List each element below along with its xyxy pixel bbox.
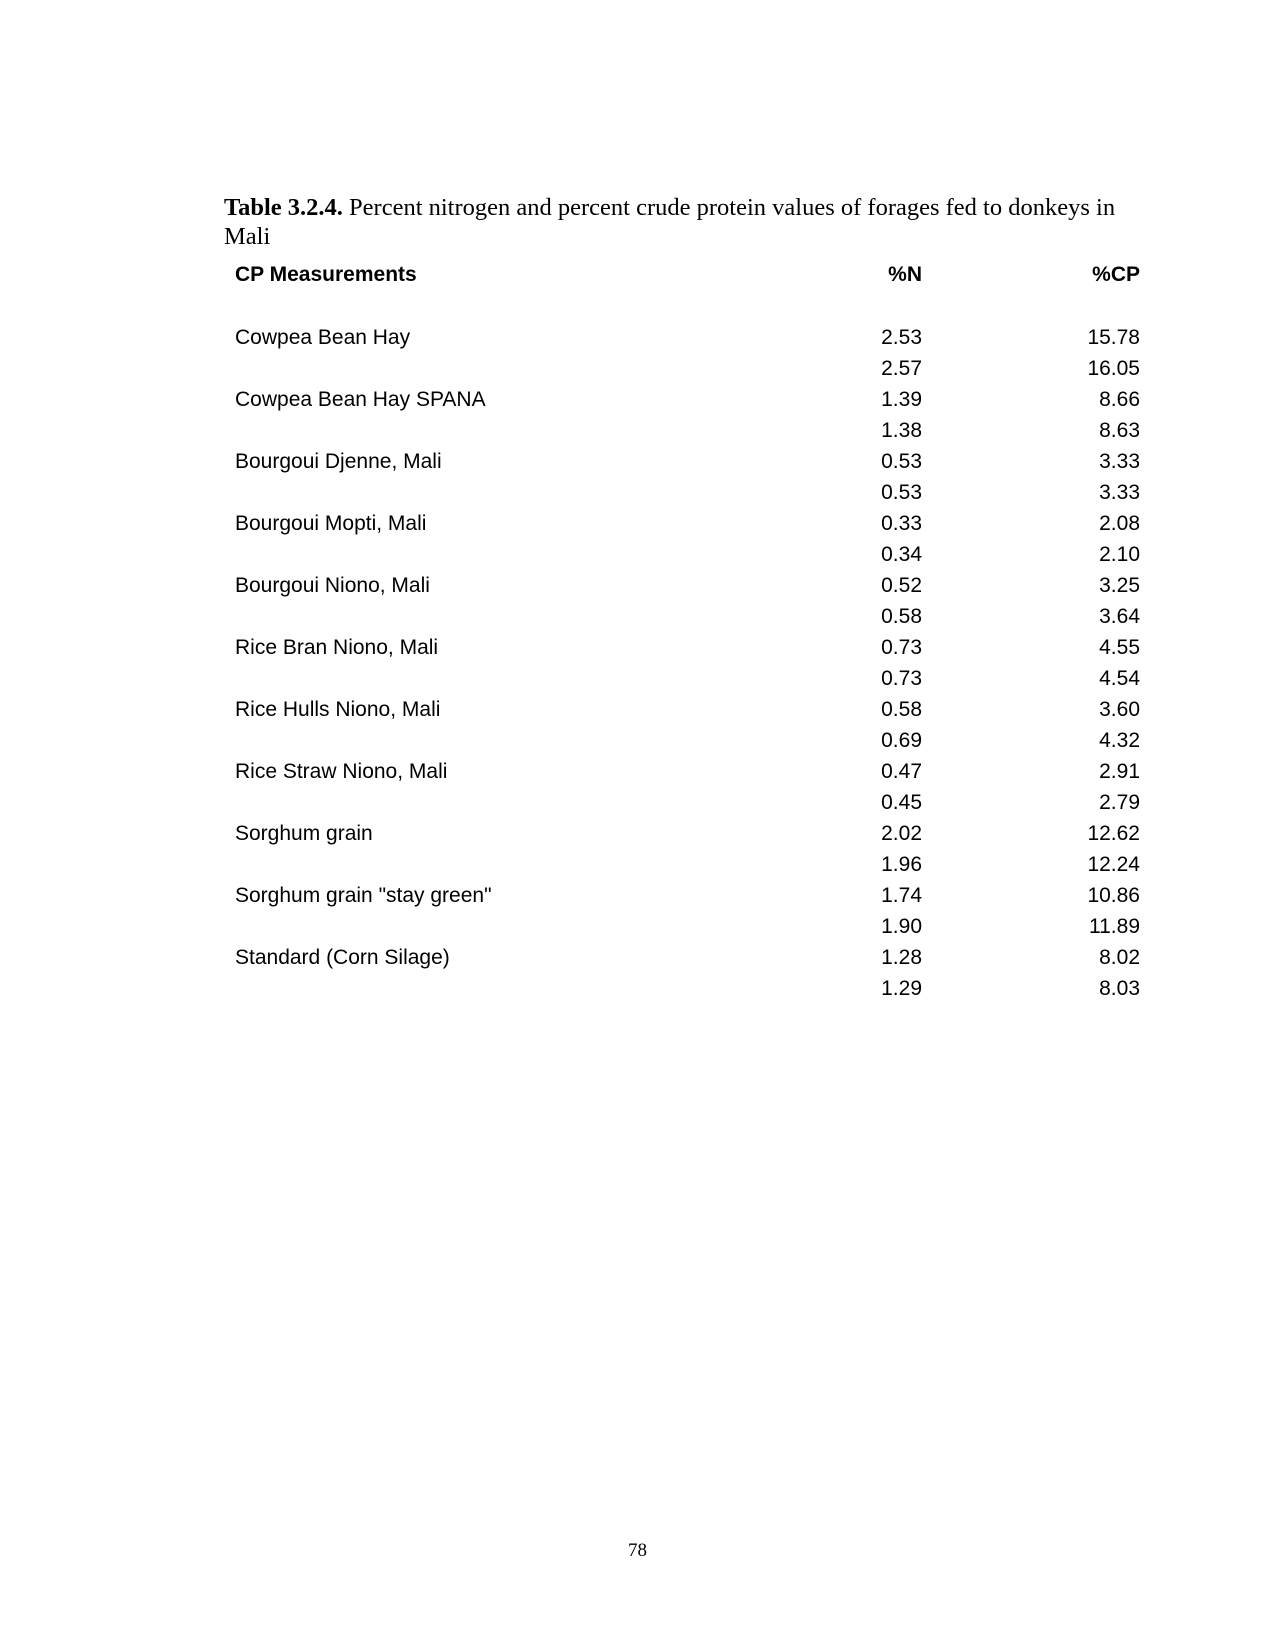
row-percent-n: 0.58: [881, 698, 922, 721]
table-body: [235, 322, 1140, 1004]
row-percent-n: 0.45: [881, 791, 922, 814]
row-percent-cp: 2.08: [1099, 512, 1140, 535]
row-percent-n: 0.53: [881, 450, 922, 473]
table-row: [235, 725, 1140, 756]
row-name: Rice Straw Niono, Mali: [235, 760, 448, 783]
row-percent-n: 0.34: [881, 543, 922, 566]
table-row: [235, 446, 1140, 477]
row-percent-n: 1.38: [881, 419, 922, 442]
row-percent-cp: 10.86: [1087, 884, 1140, 907]
row-percent-cp: 3.25: [1099, 574, 1140, 597]
table-row: [235, 911, 1140, 942]
row-name: Cowpea Bean Hay SPANA: [235, 388, 486, 411]
table-row: [235, 601, 1140, 632]
row-percent-n: 1.29: [881, 977, 922, 1000]
row-percent-n: 1.28: [881, 946, 922, 969]
row-name: Sorghum grain "stay green": [235, 884, 492, 907]
row-percent-cp: 4.54: [1099, 667, 1140, 690]
row-name: Sorghum grain: [235, 822, 373, 845]
page-number: 78: [628, 1540, 647, 1561]
row-percent-cp: 12.24: [1087, 853, 1140, 876]
row-percent-cp: 4.55: [1099, 636, 1140, 659]
table-row: [235, 322, 1140, 353]
row-percent-cp: 3.60: [1099, 698, 1140, 721]
row-percent-n: 1.90: [881, 915, 922, 938]
table-row: [235, 477, 1140, 508]
row-percent-n: 0.53: [881, 481, 922, 504]
row-name: Bourgoui Niono, Mali: [235, 574, 430, 597]
column-header-percent-n: %N: [888, 263, 922, 286]
row-percent-n: 0.73: [881, 667, 922, 690]
column-header-percent-cp: %CP: [1092, 263, 1140, 286]
row-percent-cp: 8.03: [1099, 977, 1140, 1000]
row-percent-cp: 16.05: [1087, 357, 1140, 380]
row-percent-n: 2.02: [881, 822, 922, 845]
row-percent-n: 1.74: [881, 884, 922, 907]
table-caption-label: Table 3.2.4.: [224, 194, 343, 221]
row-percent-n: 1.39: [881, 388, 922, 411]
row-percent-n: 2.53: [881, 326, 922, 349]
column-header-cp-measurements: CP Measurements: [235, 263, 417, 286]
row-percent-n: 1.96: [881, 853, 922, 876]
table-caption: [224, 193, 1124, 251]
row-percent-cp: 2.91: [1099, 760, 1140, 783]
row-percent-n: 2.57: [881, 357, 922, 380]
table-row: [235, 818, 1140, 849]
row-percent-n: 0.58: [881, 605, 922, 628]
table-row: [235, 384, 1140, 415]
row-percent-cp: 8.63: [1099, 419, 1140, 442]
row-percent-cp: 2.10: [1099, 543, 1140, 566]
table-row: [235, 756, 1140, 787]
row-percent-n: 0.33: [881, 512, 922, 535]
table-row: [235, 353, 1140, 384]
table-row: [235, 849, 1140, 880]
row-name: Bourgoui Mopti, Mali: [235, 512, 427, 535]
table-row: [235, 415, 1140, 446]
row-percent-cp: 3.33: [1099, 481, 1140, 504]
row-percent-cp: 4.32: [1099, 729, 1140, 752]
row-percent-cp: 2.79: [1099, 791, 1140, 814]
row-percent-cp: 15.78: [1087, 326, 1140, 349]
table-row: [235, 787, 1140, 818]
row-percent-cp: 3.64: [1099, 605, 1140, 628]
table-row: [235, 632, 1140, 663]
row-name: Cowpea Bean Hay: [235, 326, 411, 349]
table-row: [235, 508, 1140, 539]
row-name: Rice Bran Niono, Mali: [235, 636, 439, 659]
row-percent-cp: 8.02: [1099, 946, 1140, 969]
row-percent-cp: 3.33: [1099, 450, 1140, 473]
row-percent-cp: 12.62: [1087, 822, 1140, 845]
table-row: [235, 973, 1140, 1004]
table-row: [235, 663, 1140, 694]
row-percent-n: 0.52: [881, 574, 922, 597]
table-row: [235, 694, 1140, 725]
row-name: Rice Hulls Niono, Mali: [235, 698, 441, 721]
row-name: Bourgoui Djenne, Mali: [235, 450, 442, 473]
row-percent-cp: 11.89: [1089, 915, 1140, 938]
row-percent-n: 0.47: [881, 760, 922, 783]
row-percent-n: 0.73: [881, 636, 922, 659]
row-name: Standard (Corn Silage): [235, 946, 450, 969]
row-percent-cp: 8.66: [1099, 388, 1140, 411]
row-percent-n: 0.69: [881, 729, 922, 752]
table-row: [235, 570, 1140, 601]
table-row: [235, 880, 1140, 911]
table-row: [235, 942, 1140, 973]
table-row: [235, 539, 1140, 570]
table-caption-text: Percent nitrogen and percent crude protein values of forages fed to donkeys in Mali: [224, 194, 1116, 250]
